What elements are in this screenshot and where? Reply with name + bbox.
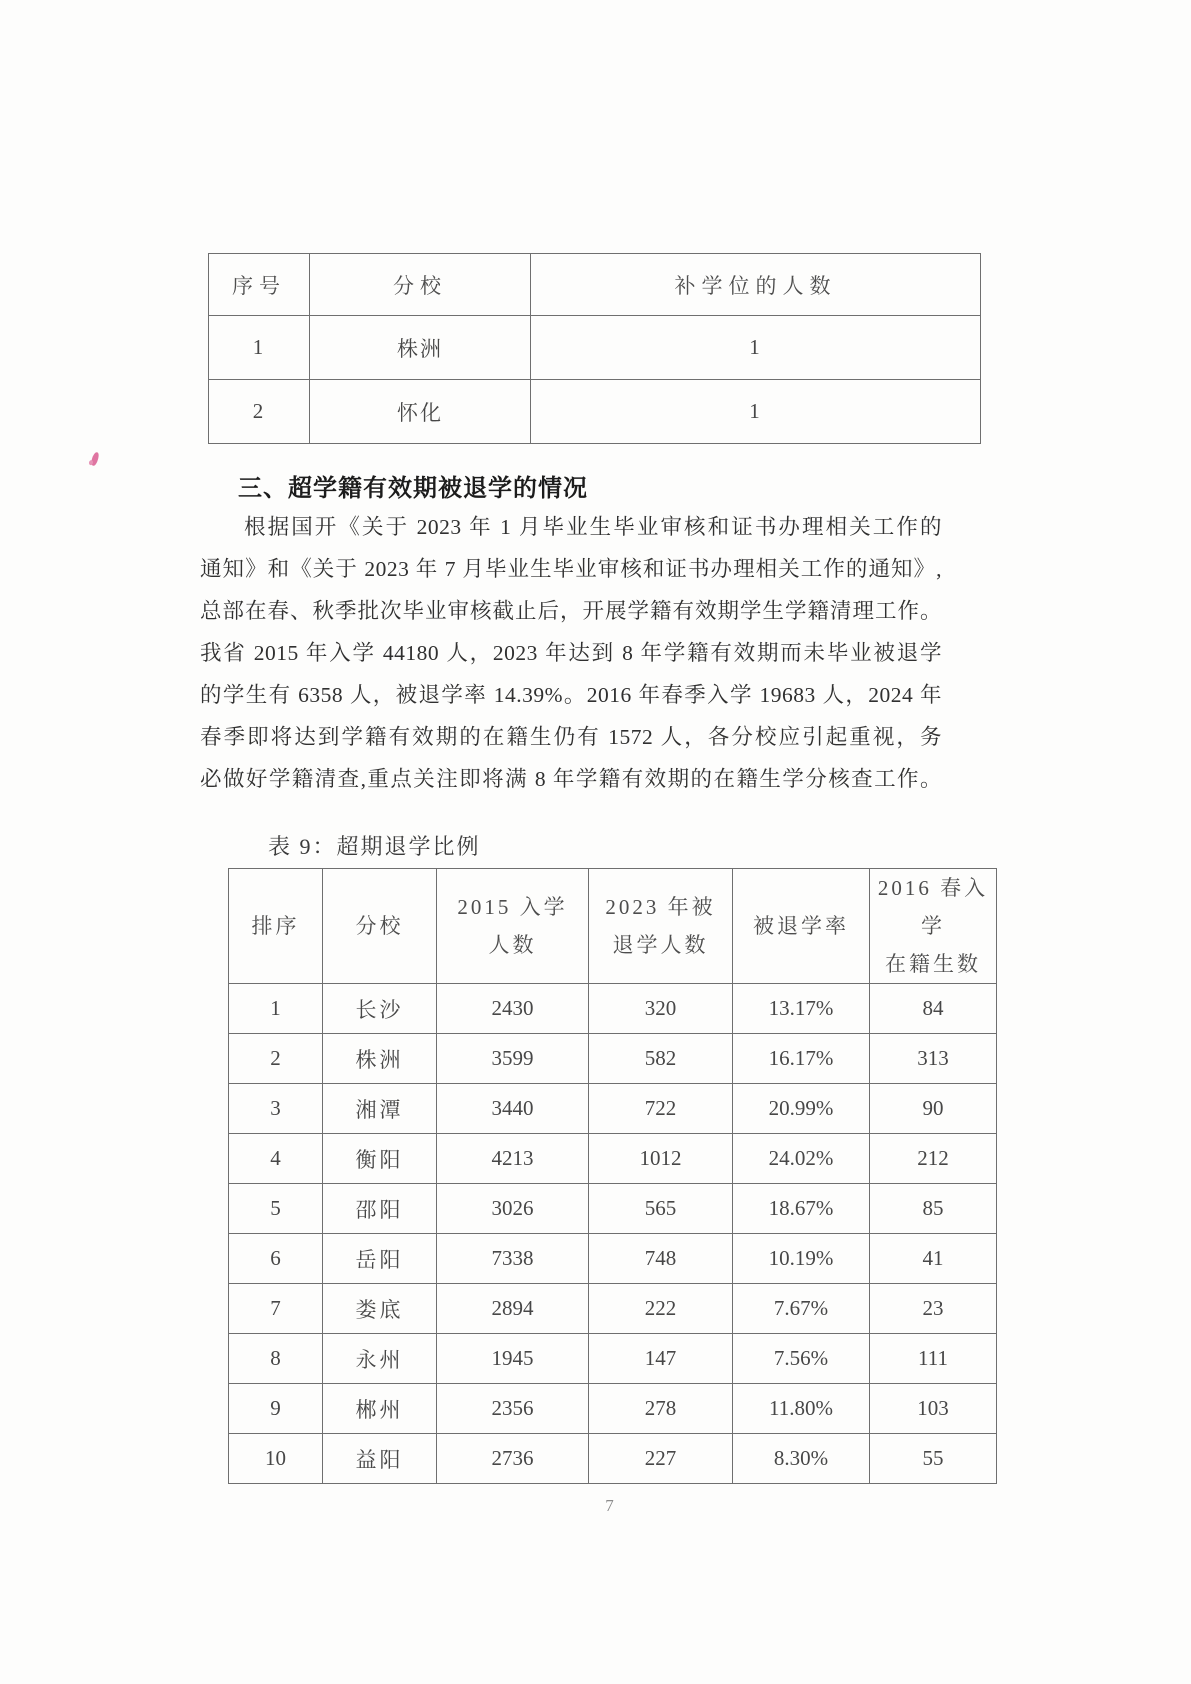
section-heading: 三、超学籍有效期被退学的情况	[238, 475, 588, 502]
cell-rate: 20.99%	[733, 1084, 870, 1134]
cell-enrolled: 3599	[437, 1034, 589, 1084]
cell-rate: 7.67%	[733, 1284, 870, 1334]
cell-rank: 4	[229, 1134, 323, 1184]
col-header-2023-dismissed: 2023 年被 退学人数	[589, 869, 733, 984]
cell-registered: 55	[870, 1434, 997, 1484]
col-header-count: 补学位的人数	[531, 254, 981, 316]
cell-rank: 6	[229, 1234, 323, 1284]
table-row	[229, 1034, 997, 1084]
cell-rank: 1	[229, 984, 323, 1034]
cell-rank: 9	[229, 1384, 323, 1434]
cell-rate: 18.67%	[733, 1184, 870, 1234]
table-row	[229, 984, 997, 1034]
cell-rank: 8	[229, 1334, 323, 1384]
cell-enrolled: 2736	[437, 1434, 589, 1484]
table-header-row	[229, 869, 997, 984]
col-header-branch: 分校	[323, 869, 437, 984]
cell-rate: 24.02%	[733, 1134, 870, 1184]
cell-branch: 益阳	[323, 1434, 437, 1484]
col-header-dismissal-rate: 被退学率	[733, 869, 870, 984]
paragraph-line: 通知》和《关于 2023 年 7 月毕业生毕业审核和证书办理相关工作的通知》,	[200, 557, 942, 581]
cell-branch: 永州	[323, 1334, 437, 1384]
cell-rate: 10.19%	[733, 1234, 870, 1284]
cell-rate: 16.17%	[733, 1034, 870, 1084]
cell-dismissed: 147	[589, 1334, 733, 1384]
table-row	[209, 316, 981, 380]
cell-enrolled: 4213	[437, 1134, 589, 1184]
col-header-rank: 排序	[229, 869, 323, 984]
cell-enrolled: 7338	[437, 1234, 589, 1284]
paragraph-line: 春季即将达到学籍有效期的在籍生仍有 1572 人，各分校应引起重视，务	[200, 725, 942, 749]
cell-enrolled: 3026	[437, 1184, 589, 1234]
cell-branch: 郴州	[323, 1384, 437, 1434]
cell-dismissed: 320	[589, 984, 733, 1034]
paragraph-line: 总部在春、秋季批次毕业审核截止后，开展学籍有效期学生学籍清理工作。	[200, 599, 942, 623]
col-header-2016-registered: 2016 春入学 在籍生数	[870, 869, 997, 984]
cell-registered: 23	[870, 1284, 997, 1334]
cell-enrolled: 1945	[437, 1334, 589, 1384]
cell-rate: 8.30%	[733, 1434, 870, 1484]
cell-registered: 103	[870, 1384, 997, 1434]
cell-dismissed: 565	[589, 1184, 733, 1234]
table9-caption: 表 9：超期退学比例	[268, 834, 481, 859]
cell-count: 1	[531, 316, 981, 380]
cell-branch: 长沙	[323, 984, 437, 1034]
cell-rank: 10	[229, 1434, 323, 1484]
cell-rate: 13.17%	[733, 984, 870, 1034]
supplement-degree-table	[208, 253, 981, 444]
cell-branch: 株洲	[310, 316, 531, 380]
cell-dismissed: 1012	[589, 1134, 733, 1184]
table-row	[229, 1184, 997, 1234]
table-row	[229, 1084, 997, 1134]
table-row	[229, 1284, 997, 1334]
cell-enrolled: 2356	[437, 1384, 589, 1434]
cell-rank: 5	[229, 1184, 323, 1234]
table-row	[229, 1384, 997, 1434]
col-header-index: 序号	[209, 254, 310, 316]
cell-rate: 11.80%	[733, 1384, 870, 1434]
cell-enrolled: 2894	[437, 1284, 589, 1334]
cell-branch: 湘潭	[323, 1084, 437, 1134]
cell-registered: 313	[870, 1034, 997, 1084]
body-paragraph	[200, 506, 942, 800]
cell-dismissed: 582	[589, 1034, 733, 1084]
table-row	[229, 1234, 997, 1284]
paragraph-line: 根据国开《关于 2023 年 1 月毕业生毕业审核和证书办理相关工作的	[244, 515, 942, 539]
cell-branch: 株洲	[323, 1034, 437, 1084]
cell-rank: 3	[229, 1084, 323, 1134]
cell-registered: 212	[870, 1134, 997, 1184]
cell-registered: 111	[870, 1334, 997, 1384]
cell-branch: 衡阳	[323, 1134, 437, 1184]
cell-registered: 90	[870, 1084, 997, 1134]
cell-registered: 85	[870, 1184, 997, 1234]
table-row	[209, 380, 981, 444]
cell-branch: 邵阳	[323, 1184, 437, 1234]
cell-dismissed: 278	[589, 1384, 733, 1434]
cell-dismissed: 748	[589, 1234, 733, 1284]
cell-index: 1	[209, 316, 310, 380]
scan-artifact	[90, 451, 99, 466]
cell-branch: 岳阳	[323, 1234, 437, 1284]
cell-branch: 怀化	[310, 380, 531, 444]
overdue-dismissal-table	[228, 868, 997, 1484]
cell-registered: 41	[870, 1234, 997, 1284]
cell-registered: 84	[870, 984, 997, 1034]
cell-dismissed: 227	[589, 1434, 733, 1484]
table-row	[229, 1334, 997, 1384]
table-row	[229, 1434, 997, 1484]
cell-enrolled: 2430	[437, 984, 589, 1034]
page-number: 7	[605, 1496, 614, 1515]
paragraph-line: 我省 2015 年入学 44180 人，2023 年达到 8 年学籍有效期而未毕业被退学	[200, 641, 942, 665]
cell-rank: 7	[229, 1284, 323, 1334]
cell-branch: 娄底	[323, 1284, 437, 1334]
col-header-2015-enrolled: 2015 入学 人数	[437, 869, 589, 984]
table-header-row	[209, 254, 981, 316]
col-header-branch: 分校	[310, 254, 531, 316]
cell-dismissed: 222	[589, 1284, 733, 1334]
cell-count: 1	[531, 380, 981, 444]
cell-rate: 7.56%	[733, 1334, 870, 1384]
cell-index: 2	[209, 380, 310, 444]
cell-rank: 2	[229, 1034, 323, 1084]
cell-enrolled: 3440	[437, 1084, 589, 1134]
paragraph-line: 必做好学籍清查,重点关注即将满 8 年学籍有效期的在籍生学分核查工作。	[200, 767, 942, 791]
cell-dismissed: 722	[589, 1084, 733, 1134]
table-row	[229, 1134, 997, 1184]
paragraph-line: 的学生有 6358 人，被退学率 14.39%。2016 年春季入学 19683 人，2024 年	[200, 683, 942, 707]
